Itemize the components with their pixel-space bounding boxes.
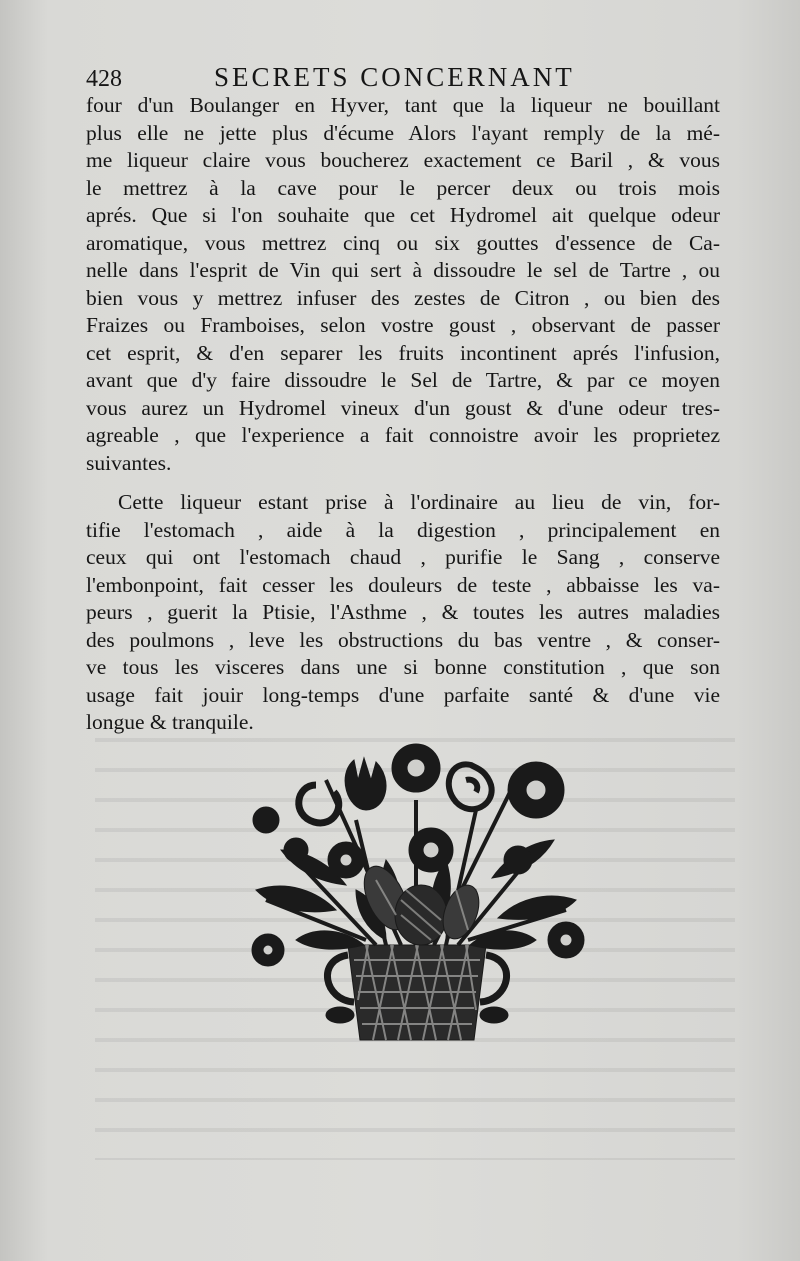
text-line: usage fait jouir long-temps d'une parfaite santé & d'une vie <box>86 682 720 707</box>
body-text <box>86 92 720 737</box>
paragraph-1 <box>86 92 720 477</box>
paragraph-2 <box>86 489 720 737</box>
text-line: aromatique, vous mettrez cinq ou six gouttes d'essence de Ca- <box>86 230 720 255</box>
page-number: 428 <box>86 66 122 92</box>
flower-basket-woodcut-icon <box>236 740 598 1060</box>
text-line: le mettrez à la cave pour le percer deux ou trois mois <box>86 175 720 200</box>
text-line: agreable , que l'experience a fait connoistre avoir les proprietez <box>86 423 720 447</box>
text-line: avant que d'y faire dissoudre le Sel de Tartre, & par ce moyen <box>86 368 720 392</box>
text-line: nelle dans l'esprit de Vin qui sert à dissoudre le sel de Tartre , ou <box>86 258 720 282</box>
text-line: vous aurez un Hydromel vineux d'un goust & d'une odeur tres- <box>86 395 720 420</box>
text-line: suivantes. <box>86 450 172 475</box>
text-line: bien vous y mettrez infuser des zestes de Citron , ou bien des <box>86 285 720 310</box>
text-line: longue & tranquile. <box>86 710 254 734</box>
text-line: Fraizes ou Framboises, selon vostre goust , observant de passer <box>86 313 720 337</box>
text-line: plus elle ne jette plus d'écume Alors l'ayant remply de la mé- <box>86 120 720 145</box>
text-line: ceux qui ont l'estomach chaud , purifie le Sang , conserve <box>86 545 720 569</box>
text-line: tifie l'estomach , aide à la digestion , principalement en <box>86 517 720 542</box>
text-line: four d'un Boulanger en Hyver, tant que la liqueur ne bouillant <box>86 93 720 117</box>
text-line: aprés. Que si l'on souhaite que cet Hydromel ait quelque odeur <box>86 203 720 227</box>
text-line: me liqueur claire vous boucherez exactement ce Baril , & vous <box>86 148 720 172</box>
page-header <box>86 62 716 96</box>
running-head: SECRETS CONCERNANT <box>214 62 575 92</box>
text-line: cet esprit, & d'en separer les fruits incontinent aprés l'infusion, <box>86 340 720 365</box>
text-line: des poulmons , leve les obstructions du bas ventre , & conser- <box>86 627 720 652</box>
text-line: Cette liqueur estant prise à l'ordinaire au lieu de vin, for- <box>118 490 720 514</box>
text-line: ve tous les visceres dans une si bonne constitution , que son <box>86 655 720 679</box>
text-line: l'embonpoint, fait cesser les douleurs de teste , abbaisse les va- <box>86 572 720 597</box>
text-line: peurs , guerit la Ptisie, l'Asthme , & toutes les autres maladies <box>86 600 720 624</box>
